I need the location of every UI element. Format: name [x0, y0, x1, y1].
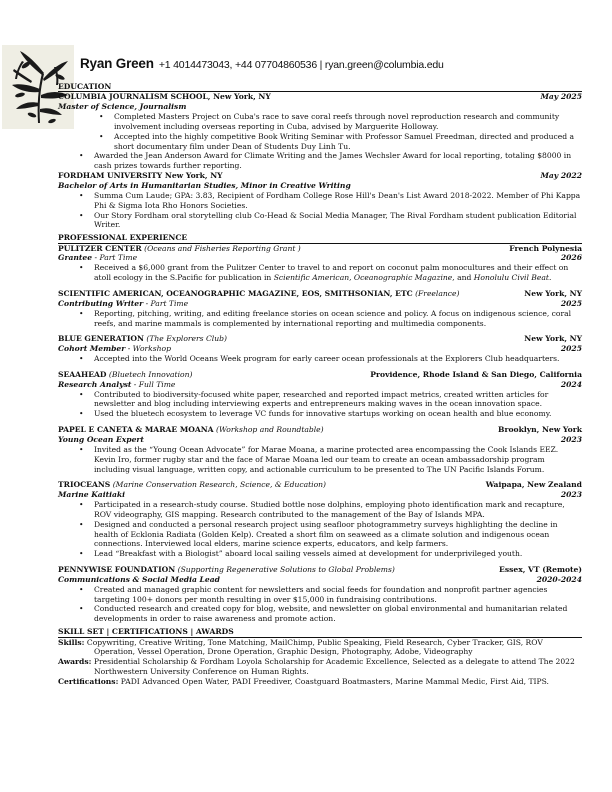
org-note: (Oceans and Fisheries Reporting Grant ): [144, 243, 301, 253]
location: New York, NY: [524, 289, 582, 298]
certifications-line: Certifications: PADI Advanced Open Water, PADI Freediver, Coastguard Boatmasters, Marine Mammal Medic, First Aid, TIPS.: [58, 676, 549, 686]
year: 2023: [560, 490, 582, 500]
year: 2025: [560, 344, 582, 354]
year: 2026: [560, 253, 582, 263]
experience-heading: PROFESSIONAL EXPERIENCE: [58, 233, 582, 243]
role-title: Research Analyst: [58, 379, 132, 389]
education-heading: EDUCATION: [58, 82, 582, 92]
role-type: - Full Time: [133, 379, 176, 389]
list-item: • Accepted into the highly competitive Book Writing Seminar with Professor Samuel Freedman, directed and produced a short documentary film under Dean of Students Duy Linh Tu.: [58, 132, 582, 152]
list-item: • Used the bluetech ecosystem to leverage VC funds for innovative startups working on ocean health and blue economy.: [58, 409, 582, 419]
year: 2025: [560, 298, 582, 308]
candidate-name: Ryan Green: [80, 56, 154, 71]
graduation-date: May 2022: [540, 171, 582, 181]
resume-body: [58, 82, 582, 687]
list-item: • Accepted into the World Oceans Week program for early career ocean professionals at the Explorers Club headquarters.: [58, 354, 582, 364]
org-name: TRIOCEANS: [58, 480, 111, 490]
role-title: Contributing Writer: [58, 298, 144, 308]
experience-entry: [58, 480, 582, 559]
org-name: PENNYWISE FOUNDATION: [58, 565, 176, 575]
org-name: SCIENTIFIC AMERICAN, OCEANOGRAPHIC MAGAZINE, EOS, SMITHSONIAN, ETC: [58, 289, 413, 298]
list-item: • Reporting, pitching, writing, and editing freelance stories on ocean science and policy. A focus on indigenous science, coral reefs, and marine mammals is complemented by international reporting and multimedia components.: [58, 309, 582, 329]
role-type: - Part Time: [145, 298, 189, 308]
org-name: BLUE GENERATION: [58, 334, 144, 344]
education-entry-columbia: [58, 92, 582, 171]
year: 2023: [560, 434, 582, 444]
contact-info[interactable]: +1 4014473043, +44 07704860536 | ryan.green@columbia.edu: [158, 59, 444, 71]
list-item: • Contributed to biodiversity-focused white paper, researched and reported impact metrics, created written articles for newsletter and blog including interviewing experts and entrepreneurs making waves in the ocean innovation space.: [58, 390, 582, 410]
role-title: Grantee: [58, 253, 93, 263]
experience-entry: [58, 425, 582, 474]
org-name: SEAAHEAD: [58, 369, 107, 379]
experience-entry: [58, 334, 582, 364]
list-item: • Lead “Breakfast with a Biologist” aboard local sailing vessels aimed at development for underprivileged youth.: [58, 549, 582, 559]
role-title: Cohort Member: [58, 344, 126, 354]
year: 2020-2024: [536, 574, 582, 584]
org-note: (Bluetech Innovation): [108, 369, 193, 379]
list-item: • Invited as the “Young Ocean Advocate” for Marae Moana, a marine protected area encompassing the Cook Islands EEZ. Kevin Iro, former rugby star and the face of Marae Moana led our team to create an ocean ambassadorship program including visual language, written copy, and actionable curriculum to be presented to The UN Pacific Islands Forum.: [58, 445, 582, 475]
role-title: Young Ocean Expert: [58, 434, 144, 444]
skills-heading: SKILL SET | CERTIFICATIONS | AWARDS: [58, 627, 582, 637]
experience-entry: [58, 289, 582, 328]
skills-section: [58, 638, 582, 687]
experience-entry: [58, 370, 582, 419]
org-name: PULITZER CENTER: [58, 243, 142, 253]
list-item: • Designed and conducted a personal research project using seafloor photogrammetry surveys highlighting the decline in health of Ecklonia Radiata (Golden Kelp). Created a short film on seaweed as a climate solution and indigenous ocean connections. Interviewed local elders, marine science experts, educators, and kelp farmers.: [58, 520, 582, 550]
org-note: (The Explorers Club): [146, 334, 227, 344]
role-type: - Workshop: [127, 344, 171, 354]
org-note: (Supporting Regenerative Solutions to Global Problems): [177, 565, 395, 575]
experience-entry: [58, 244, 582, 283]
location: French Polynesia: [509, 243, 582, 253]
awards-line: Awards: Presidential Scholarship & Fordham Loyola Scholarship for Academic Excellence, Selected as a delegate to attend The 2022 Northwestern University Conference on Human Rights.: [58, 657, 575, 677]
school-name: COLUMBIA JOURNALISM SCHOOL, New York, NY: [58, 92, 271, 102]
role-title: Marine Kaitiaki: [58, 490, 126, 500]
list-item: • Our Story Fordham oral storytelling club Co-Head & Social Media Manager, The Rival Fordham student publication Editorial Writer.: [58, 211, 582, 231]
experience-entry: [58, 565, 582, 624]
location: Brooklyn, New York: [498, 425, 582, 435]
graduation-date: May 2025: [540, 92, 582, 102]
location: Waipapa, New Zealand: [485, 480, 582, 490]
org-name: PAPEL E CANETA & MARAE MOANA: [58, 425, 214, 435]
list-item: • Participated in a research-study course. Studied bottle nose dolphins, employing photo identification mark and recapture, ROV videography, GIS mapping. Research contributed to the management of the Bay of Islands MPA.: [58, 500, 582, 520]
list-item: • Summa Cum Laude; GPA: 3.83, Recipient of Fordham College Rose Hill's Dean's List Award 2018-2022. Member of Phi Kappa Phi & Sigma Iota Rho Honors Societies.: [58, 191, 582, 211]
org-note: (Freelance): [415, 289, 460, 298]
role-type: - Part Time: [94, 253, 138, 263]
list-item: • Awarded the Jean Anderson Award for Climate Writing and the James Wechsler Award for local reporting, totaling $8000 in cash prizes towards further reporting.: [58, 151, 582, 171]
list-item: • Conducted research and created copy for blog, website, and newsletter on global environmental and humanitarian related developments in order to raise awareness and promote action.: [58, 604, 582, 624]
degree: Master of Science, Journalism: [58, 102, 187, 112]
role-title: Communications & Social Media Lead: [58, 574, 220, 584]
location: New York, NY: [524, 334, 582, 344]
location: Essex, VT (Remote): [499, 565, 582, 575]
resume-header: [80, 53, 444, 72]
list-item: • Completed Masters Project on Cuba's race to save coral reefs through novel reproduction research and community involvement including overseas reporting in Cuba, advised by Marguerite Holloway.: [58, 112, 582, 132]
list-item: • Received a $6,000 grant from the Pulitzer Center to travel to and report on coconut palm monocultures and their effect on atoll ecology in the S.Pacific for publication in Scientific American, Oceanographic Magazine, and Honolulu Civil Beat.: [58, 263, 582, 283]
year: 2024: [560, 379, 582, 389]
list-item: • Created and managed graphic content for newsletters and social feeds for foundation and nonprofit partner agencies targeting 100+ donors per month resulting in over $15,000 in fundraising contributions.: [58, 585, 582, 605]
degree: Bachelor of Arts in Humanitarian Studies, Minor in Creative Writing: [58, 181, 351, 190]
education-entry-fordham: [58, 171, 582, 230]
location: Providence, Rhode Island & San Diego, California: [370, 369, 582, 379]
org-note: (Marine Conservation Research, Science, & Education): [112, 480, 327, 490]
skills-line: Skills: Copywriting, Creative Writing, Tone Matching, MailChimp, Public Speaking, Field Research, Cyber Tracker, GIS, ROV Operation, Vessel Operation, Drone Operation, Graphic Design, Photography, Adobe, Videography: [58, 637, 543, 657]
org-note: (Workshop and Roundtable): [216, 425, 324, 435]
school-name: FORDHAM UNIVERSITY New York, NY: [58, 171, 223, 181]
